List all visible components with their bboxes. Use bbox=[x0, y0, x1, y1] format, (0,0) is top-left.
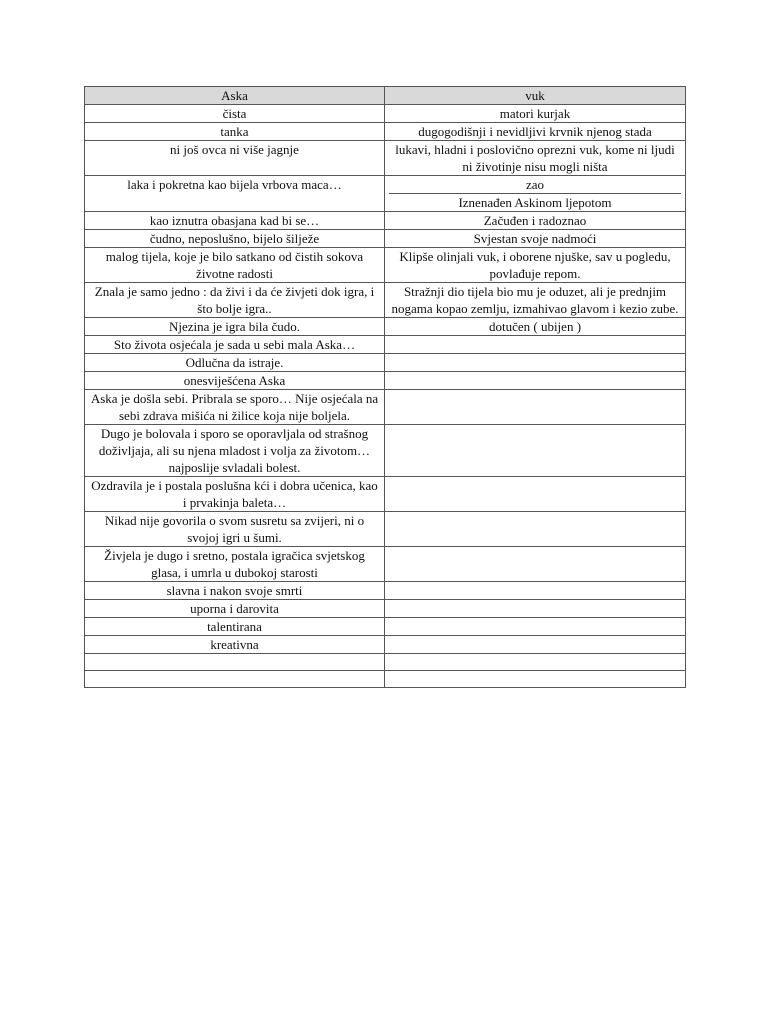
vuk-cell: matori kurjak bbox=[385, 105, 686, 123]
table-row bbox=[85, 671, 686, 688]
vuk-cell: dugogodišnji i nevidljivi krvnik njenog stada bbox=[385, 123, 686, 141]
aska-cell: slavna i nakon svoje smrti bbox=[85, 582, 385, 600]
vuk-subcell: Iznenađen Askinom ljepotom bbox=[458, 195, 612, 210]
vuk-cell: Začuđen i radoznao bbox=[385, 212, 686, 230]
aska-cell: ni još ovca ni više jagnje bbox=[85, 141, 385, 176]
aska-cell: onesviješćena Aska bbox=[85, 372, 385, 390]
table-row bbox=[85, 372, 686, 390]
vuk-cell bbox=[385, 671, 686, 688]
aska-cell bbox=[85, 671, 385, 688]
table-row bbox=[85, 283, 686, 318]
aska-cell: Sto života osjećala je sada u sebi mala Aska… bbox=[85, 336, 385, 354]
table-row bbox=[85, 105, 686, 123]
aska-cell: kao iznutra obasjana kad bi se… bbox=[85, 212, 385, 230]
table-row bbox=[85, 141, 686, 176]
aska-cell: Nikad nije govorila o svom susretu sa zvijeri, ni o svojoj igri u šumi. bbox=[85, 512, 385, 547]
table-row bbox=[85, 654, 686, 671]
vuk-cell: Klipše olinjali vuk, i oborene njuške, sav u pogledu, povlađuje repom. bbox=[385, 248, 686, 283]
table-row bbox=[85, 477, 686, 512]
table-row bbox=[85, 230, 686, 248]
aska-cell: Odlučna da istraje. bbox=[85, 354, 385, 372]
aska-cell bbox=[85, 654, 385, 671]
vuk-cell bbox=[385, 477, 686, 512]
vuk-cell bbox=[385, 582, 686, 600]
vuk-cell bbox=[385, 372, 686, 390]
aska-cell: čudno, neposlušno, bijelo šilježe bbox=[85, 230, 385, 248]
table-row bbox=[85, 176, 686, 212]
aska-cell: uporna i darovita bbox=[85, 600, 385, 618]
table-row bbox=[85, 425, 686, 477]
table-row bbox=[85, 123, 686, 141]
aska-cell: Dugo je bolovala i sporo se oporavljala od strašnog doživljaja, ali su njena mladost i volja za životom…najposlije svladali bolest. bbox=[85, 425, 385, 477]
character-traits-table bbox=[84, 86, 686, 688]
vuk-cell bbox=[385, 636, 686, 654]
table-row bbox=[85, 547, 686, 582]
vuk-cell bbox=[385, 425, 686, 477]
table-row bbox=[85, 248, 686, 283]
aska-cell: talentirana bbox=[85, 618, 385, 636]
vuk-split-cell bbox=[385, 176, 686, 212]
vuk-cell bbox=[385, 390, 686, 425]
vuk-cell: dotučen ( ubijen ) bbox=[385, 318, 686, 336]
aska-cell: čista bbox=[85, 105, 385, 123]
aska-cell: laka i pokretna kao bijela vrbova maca… bbox=[85, 176, 385, 212]
vuk-cell: lukavi, hladni i poslovično oprezni vuk, kome ni ljudi ni životinje nisu mogli ništa bbox=[385, 141, 686, 176]
table-row bbox=[85, 390, 686, 425]
vuk-cell bbox=[385, 512, 686, 547]
table-header-row bbox=[85, 87, 686, 105]
table-row bbox=[85, 512, 686, 547]
vuk-cell bbox=[385, 618, 686, 636]
vuk-cell: Stražnji dio tijela bio mu je oduzet, ali je prednjim nogama kopao zemlju, izmahivao glavom i kezio zube. bbox=[385, 283, 686, 318]
vuk-cell bbox=[385, 336, 686, 354]
aska-cell: Aska je došla sebi. Pribrala se sporo… Nije osjećala na sebi zdrava mišića ni žilice koja nije boljela. bbox=[85, 390, 385, 425]
table-row bbox=[85, 354, 686, 372]
table-row bbox=[85, 636, 686, 654]
table-row bbox=[85, 582, 686, 600]
aska-cell: tanka bbox=[85, 123, 385, 141]
column-header-vuk: vuk bbox=[385, 87, 686, 105]
column-header-aska: Aska bbox=[85, 87, 385, 105]
vuk-cell bbox=[385, 600, 686, 618]
table-row bbox=[85, 212, 686, 230]
table-row bbox=[85, 600, 686, 618]
aska-cell: Znala je samo jedno : da živi i da će živjeti dok igra, i što bolje igra.. bbox=[85, 283, 385, 318]
vuk-cell: Svjestan svoje nadmoći bbox=[385, 230, 686, 248]
table-row bbox=[85, 318, 686, 336]
vuk-cell bbox=[385, 654, 686, 671]
vuk-subcell: zao bbox=[389, 176, 681, 194]
aska-cell: Živjela je dugo i sretno, postala igračica svjetskog glasa, i umrla u dubokoj starosti bbox=[85, 547, 385, 582]
vuk-cell bbox=[385, 547, 686, 582]
table-row bbox=[85, 618, 686, 636]
aska-cell: malog tijela, koje je bilo satkano od čistih sokova životne radosti bbox=[85, 248, 385, 283]
table-row bbox=[85, 336, 686, 354]
aska-cell: Ozdravila je i postala poslušna kći i dobra učenica, kao i prvakinja baleta… bbox=[85, 477, 385, 512]
aska-cell: kreativna bbox=[85, 636, 385, 654]
vuk-cell bbox=[385, 354, 686, 372]
aska-cell: Njezina je igra bila čudo. bbox=[85, 318, 385, 336]
